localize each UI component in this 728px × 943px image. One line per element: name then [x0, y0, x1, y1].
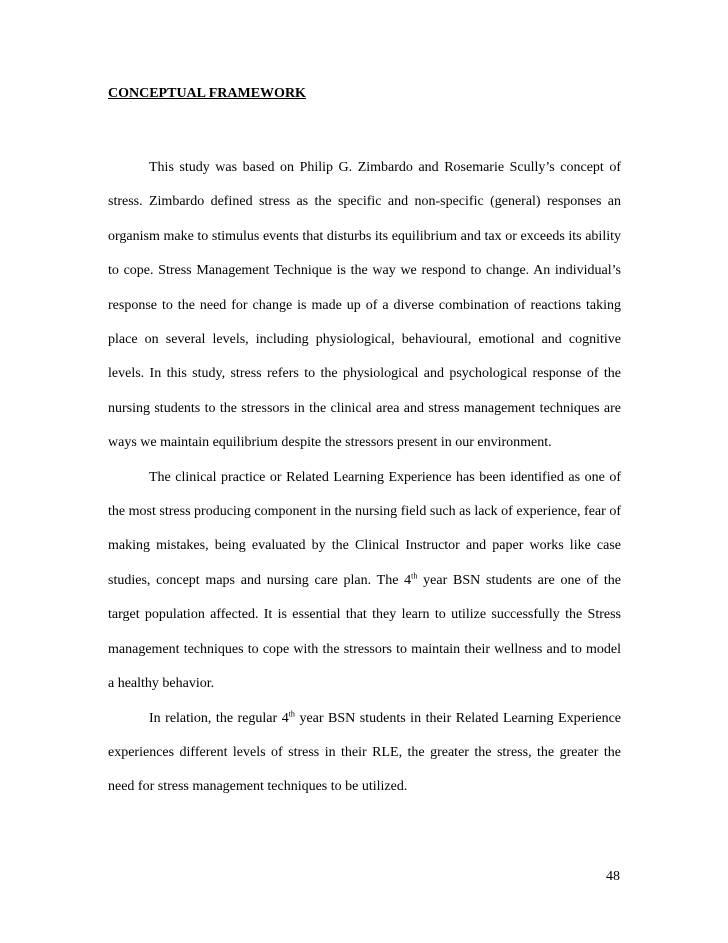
paragraph-3	[108, 702, 621, 805]
paragraph-3-text-before: In relation, the regular 4	[149, 710, 289, 726]
body-text	[108, 151, 621, 805]
paragraph-2-text-before: The clinical practice or Related Learning Experience has been identified as one of the most stress producing component in the nursing field such as lack of experience, fear of making mistakes, being evaluated by the Clinical Instructor and paper works like case studies, concept maps and nursing care plan. The 4	[108, 469, 621, 588]
section-heading: CONCEPTUAL FRAMEWORK	[108, 86, 306, 101]
ordinal-suffix: th	[288, 708, 295, 718]
paragraph-3-text-after: year BSN students in their Related Learning Experience experiences different levels of stress in their RLE, the greater the stress, the greater the need for stress management techniques to be utilized.	[108, 710, 621, 795]
ordinal-suffix: th	[411, 571, 418, 581]
paragraph-2	[108, 461, 621, 702]
paragraph-1: This study was based on Philip G. Zimbardo and Rosemarie Scully’s concept of stress. Zimbardo defined stress as the specific and non-specific (general) responses an organism make to stimulus events that disturbs its equilibrium and tax or exceeds its ability to cope. Stress Management Technique is the way we respond to change. An individual’s response to the need for change is made up of a diverse combination of reactions taking place on several levels, including physiological, behavioural, emotional and cognitive levels. In this study, stress refers to the physiological and psychological response of the nursing students to the stressors in the clinical area and stress management techniques are ways we maintain equilibrium despite the stressors present in our environment.	[108, 160, 621, 451]
paragraph-2-text-after: year BSN students are one of the target population affected. It is essential that they learn to utilize successfully the Stress management techniques to cope with the stressors to maintain their wellness and to model a healthy behavior.	[108, 572, 621, 692]
page-number: 48	[606, 869, 620, 884]
